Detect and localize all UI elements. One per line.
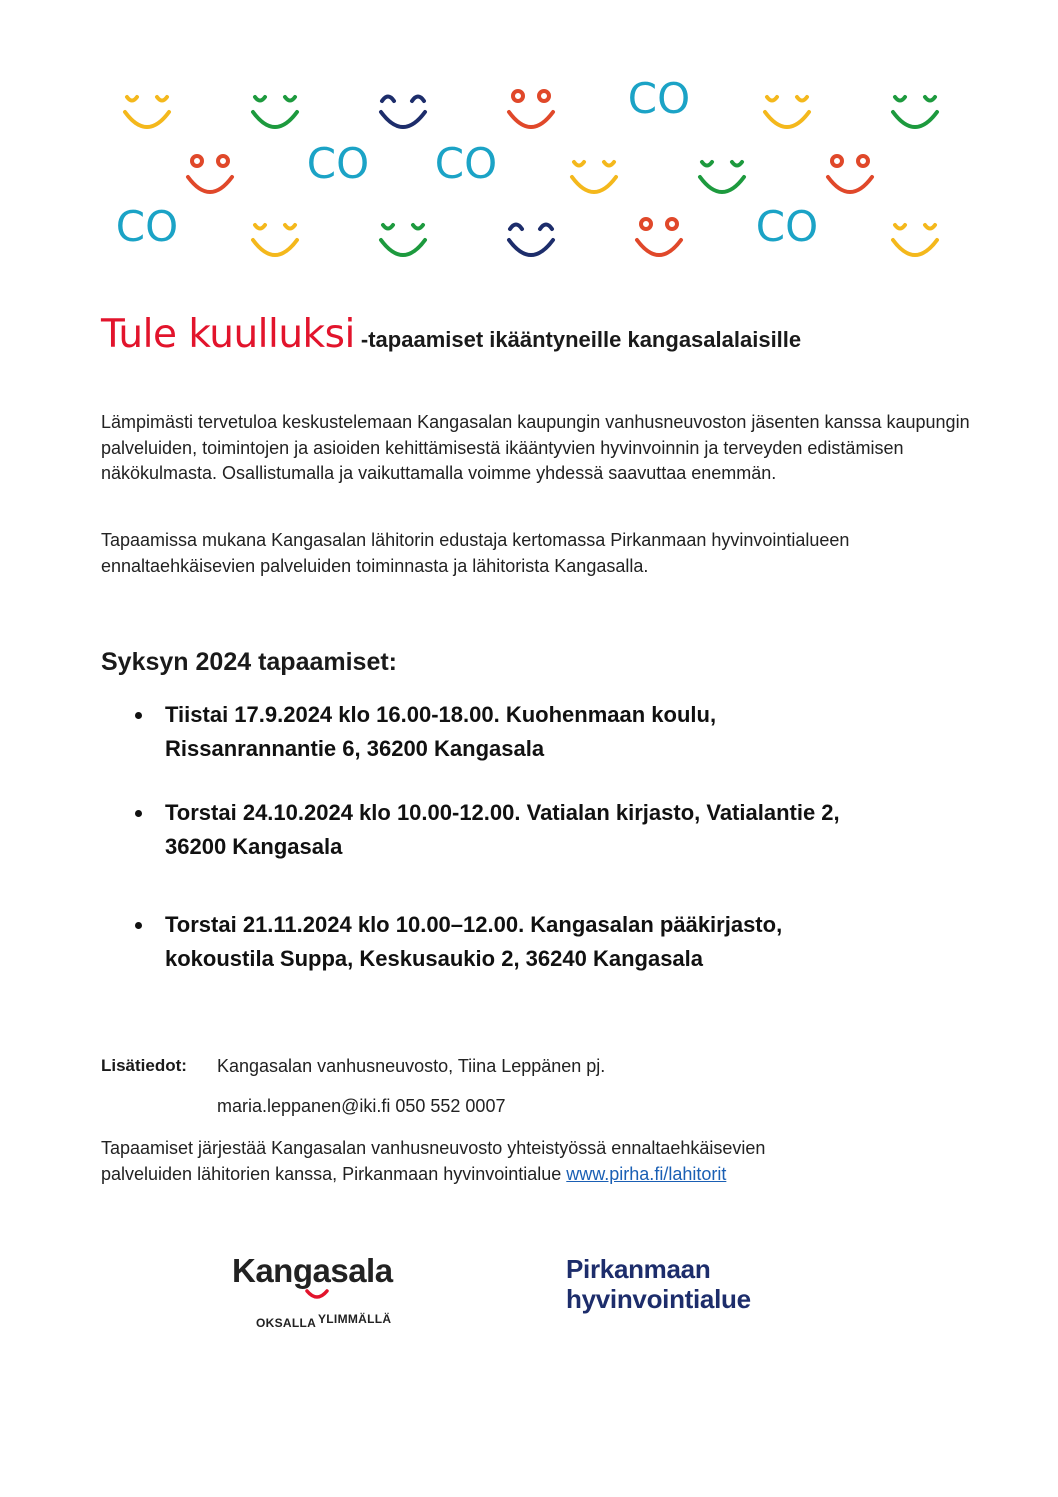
- meeting-line: Torstai 21.11.2024 klo 10.00–12.00. Kangasalan pääkirjasto,: [165, 912, 783, 937]
- smiley-face-icon: [637, 219, 681, 255]
- kangasala-logo: [232, 1252, 393, 1330]
- svg-text:CO: CO: [434, 139, 498, 188]
- svg-text:CO: CO: [755, 202, 819, 251]
- meeting-item: [165, 698, 985, 766]
- smiley-face-icon: [509, 225, 553, 256]
- smiley-face-icon: [893, 97, 937, 127]
- smiley-face-icon: [253, 225, 297, 255]
- svg-text:CO: CO: [115, 202, 179, 251]
- logo-tagline-b: YLIMMÄLLÄ: [318, 1312, 392, 1326]
- smiley-face-icon: [700, 162, 744, 192]
- logo-smile-icon: [304, 1288, 330, 1302]
- pirkanmaa-logo: [566, 1254, 751, 1314]
- co-icon: [628, 74, 690, 123]
- footer-line-2: palveluiden lähitorien kanssa, Pirkanmaan hyvinvointialue: [101, 1163, 567, 1184]
- meeting-line: kokoustila Suppa, Keskusaukio 2, 36240 Kangasala: [165, 946, 704, 971]
- meeting-line: Rissanrannantie 6, 36200 Kangasala: [165, 736, 545, 761]
- smiley-face-icon: [125, 97, 169, 127]
- smiley-face-icon: [381, 225, 425, 255]
- co-icon: [435, 139, 497, 188]
- meetings-heading: Syksyn 2024 tapaamiset:: [101, 648, 398, 676]
- pirkanmaa-logo-line-2: hyvinvointialue: [566, 1284, 751, 1314]
- info-label: Lisätiedot:: [101, 1056, 187, 1075]
- pirkanmaa-logo-line-1: Pirkanmaan: [566, 1254, 711, 1284]
- svg-text:CO: CO: [306, 139, 370, 188]
- smiley-face-icon: [572, 162, 616, 192]
- title-main: Tule kuulluksi: [101, 312, 355, 357]
- info-contact: Kangasalan vanhusneuvosto, Tiina Leppänen pj.: [217, 1056, 606, 1076]
- smiley-face-icon: [893, 225, 937, 255]
- co-icon: [756, 202, 818, 251]
- meeting-line: Torstai 24.10.2024 klo 10.00-12.00. Vatialan kirjasto, Vatialantie 2,: [165, 800, 840, 825]
- kangasala-logo-word: Kangasala: [232, 1252, 393, 1289]
- smiley-face-icon: [828, 156, 872, 192]
- logo-tagline-a: OKSALLA: [256, 1316, 317, 1330]
- meeting-item: [165, 908, 985, 976]
- pirha-link[interactable]: www.pirha.fi/lahitorit: [566, 1163, 727, 1184]
- smiley-face-icon: [253, 97, 297, 127]
- intro-paragraph-1: Lämpimästi tervetuloa keskustelemaan Kangasalan kaupungin vanhusneuvoston jäsenten kanssa kaupungin palveluiden, toimintojen ja asioiden kehittämisestä ikääntyvien hyvinvoinnin ja terveyden edistämisen näkökulmasta. Osallistumalla ja vaikuttamalla voimme yhdessä saavuttaa enemmän.: [101, 412, 970, 483]
- smiley-face-icon: [765, 97, 809, 127]
- smiley-face-icon: [509, 91, 553, 127]
- footer-text: [101, 1136, 981, 1187]
- intro-paragraph-2: Tapaamissa mukana Kangasalan lähitorin edustaja kertomassa Pirkanmaan hyvinvointialueen ennaltaehkäisevien palveluiden toiminnasta ja lähitorista Kangasalla.: [101, 530, 850, 576]
- meeting-line: 36200 Kangasala: [165, 834, 343, 859]
- meeting-line: Tiistai 17.9.2024 klo 16.00-18.00. Kuohenmaan koulu,: [165, 702, 717, 727]
- info-email-phone: maria.leppanen@iki.fi 050 552 0007: [217, 1096, 506, 1116]
- title-subtitle: -tapaamiset ikääntyneille kangasalalaisille: [354, 327, 802, 352]
- svg-text:CO: CO: [627, 74, 691, 123]
- smiley-face-icon: [381, 97, 425, 128]
- co-icon: [116, 202, 178, 251]
- footer-line-1: Tapaamiset järjestää Kangasalan vanhusneuvosto yhteistyössä ennaltaehkäisevien: [101, 1138, 766, 1158]
- smiley-face-icon: [188, 156, 232, 192]
- meeting-item: [165, 796, 985, 864]
- smiley-pattern: [0, 0, 1058, 280]
- page-title: [101, 312, 801, 357]
- co-icon: [307, 139, 369, 188]
